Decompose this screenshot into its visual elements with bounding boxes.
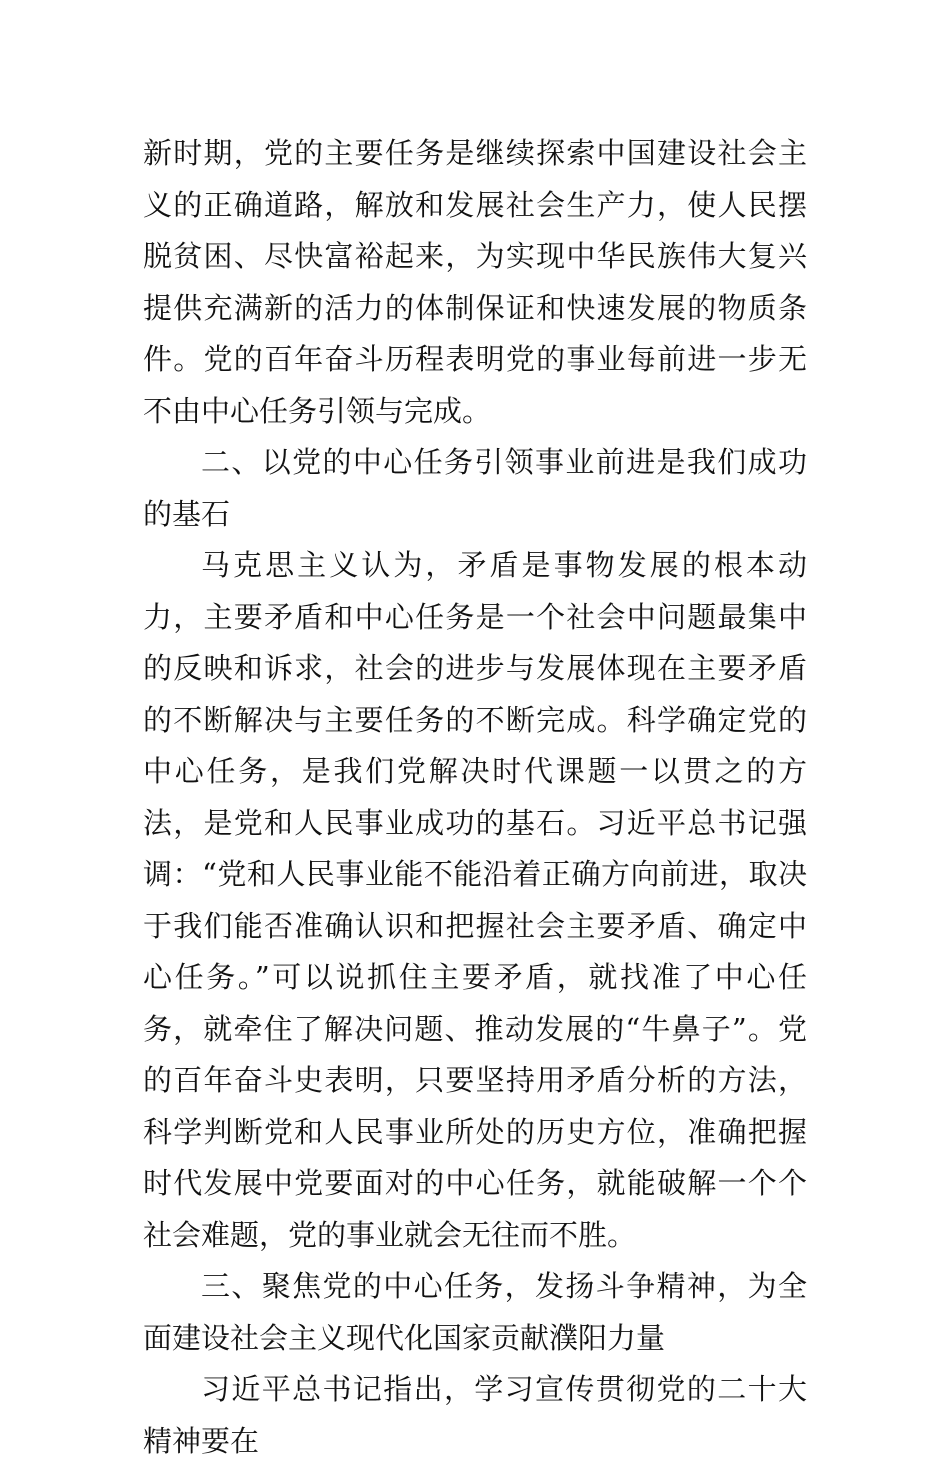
section-heading-3: 三、聚焦党的中心任务，发扬斗争精神，为全面建设社会主义现代化国家贡献濮阳力量 bbox=[143, 1269, 807, 1355]
paragraph-section-3: 习近平总书记指出，学习宣传贯彻党的二十大精神要在 bbox=[143, 1372, 807, 1458]
paragraph-section-2: 马克思主义认为，矛盾是事物发展的根本动力，主要矛盾和中心任务是一个社会中问题最集中的反映和诉求，社会的进步与发展体现在主要矛盾的不断解决与主要任务的不断完成。科学确定党的中心任务，是我们党解决时代课题一以贯之的方法，是党和人民事业成功的基石。习近平总书记强调：“党和人民事业能不能沿着正确方向前进，取决于我们能否准确认识和把握社会主要矛盾、确定中心任务。”可以说抓住主要矛盾，就找准了中心任务，就牵住了解决问题、推动发展的“牛鼻子”。党的百年奋斗史表明，只要坚持用矛盾分析的方法，科学判断党和人民事业所处的历史方位，准确把握时代发展中党要面对的中心任务，就能破解一个个社会难题，党的事业就会无往而不胜。 bbox=[143, 548, 807, 1252]
section-heading-2: 二、以党的中心任务引领事业前进是我们成功的基石 bbox=[143, 445, 807, 531]
paragraph-continuation: 新时期，党的主要任务是继续探索中国建设社会主义的正确道路，解放和发展社会生产力，使人民摆脱贫困、尽快富裕起来，为实现中华民族伟大复兴提供充满新的活力的体制保证和快速发展的物质条件。党的百年奋斗历程表明党的事业每前进一步无不由中心任务引领与完成。 bbox=[143, 136, 807, 428]
document-body bbox=[143, 128, 807, 1467]
